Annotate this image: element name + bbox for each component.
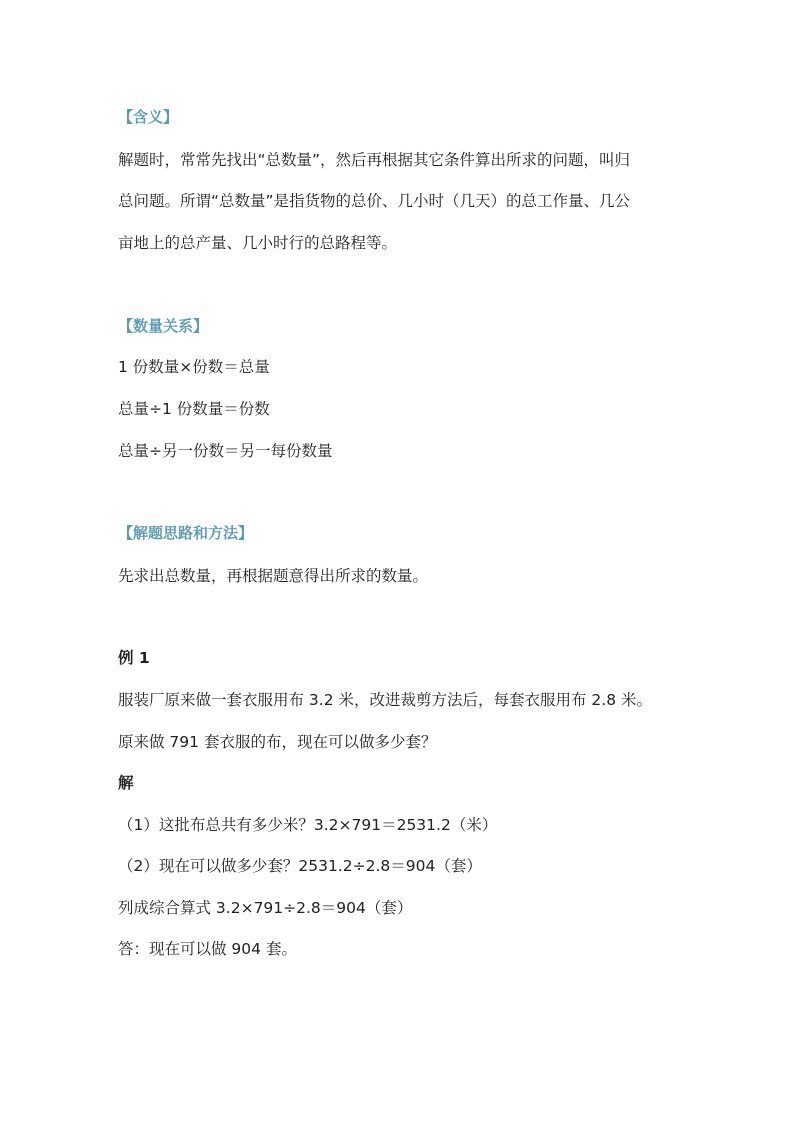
meaning-line-3: 亩地上的总产量、几小时行的总路程等。 (118, 234, 398, 252)
answer: 答：现在可以做 904 套。 (118, 940, 297, 958)
example-title: 例 1 (118, 649, 150, 667)
relation-line-1: 1 份数量×份数＝总量 (118, 358, 270, 376)
example-problem-line-1: 服装厂原来做一套衣服用布 3.2 米，改进裁剪方法后，每套衣服用布 2.8 米。 (118, 691, 653, 709)
relations-heading: 【数量关系】 (118, 317, 209, 335)
method-line-1: 先求出总数量，再根据题意得出所求的数量。 (118, 567, 429, 585)
meaning-line-1: 解题时，常常先找出“总数量”，然后再根据其它条件算出所求的问题，叫归 (118, 151, 631, 169)
solution-label: 解 (118, 774, 134, 792)
solution-step-1: （1）这批布总共有多少米？3.2×791＝2531.2（米） (118, 816, 498, 834)
meaning-line-2: 总问题。所谓“总数量”是指货物的总价、几小时（几天）的总工作量、几公 (118, 192, 631, 210)
solution-step-2: （2）现在可以做多少套？2531.2÷2.8＝904（套） (118, 857, 482, 875)
meaning-heading: 【含义】 (118, 108, 179, 126)
example-problem-line-2: 原来做 791 套衣服的布，现在可以做多少套？ (118, 733, 437, 751)
combined-formula: 列成综合算式 3.2×791÷2.8＝904（套） (118, 899, 413, 917)
relation-line-2: 总量÷1 份数量＝份数 (118, 400, 270, 418)
relation-line-3: 总量÷另一份数＝另一每份数量 (118, 442, 333, 460)
method-heading: 【解题思路和方法】 (118, 524, 254, 542)
